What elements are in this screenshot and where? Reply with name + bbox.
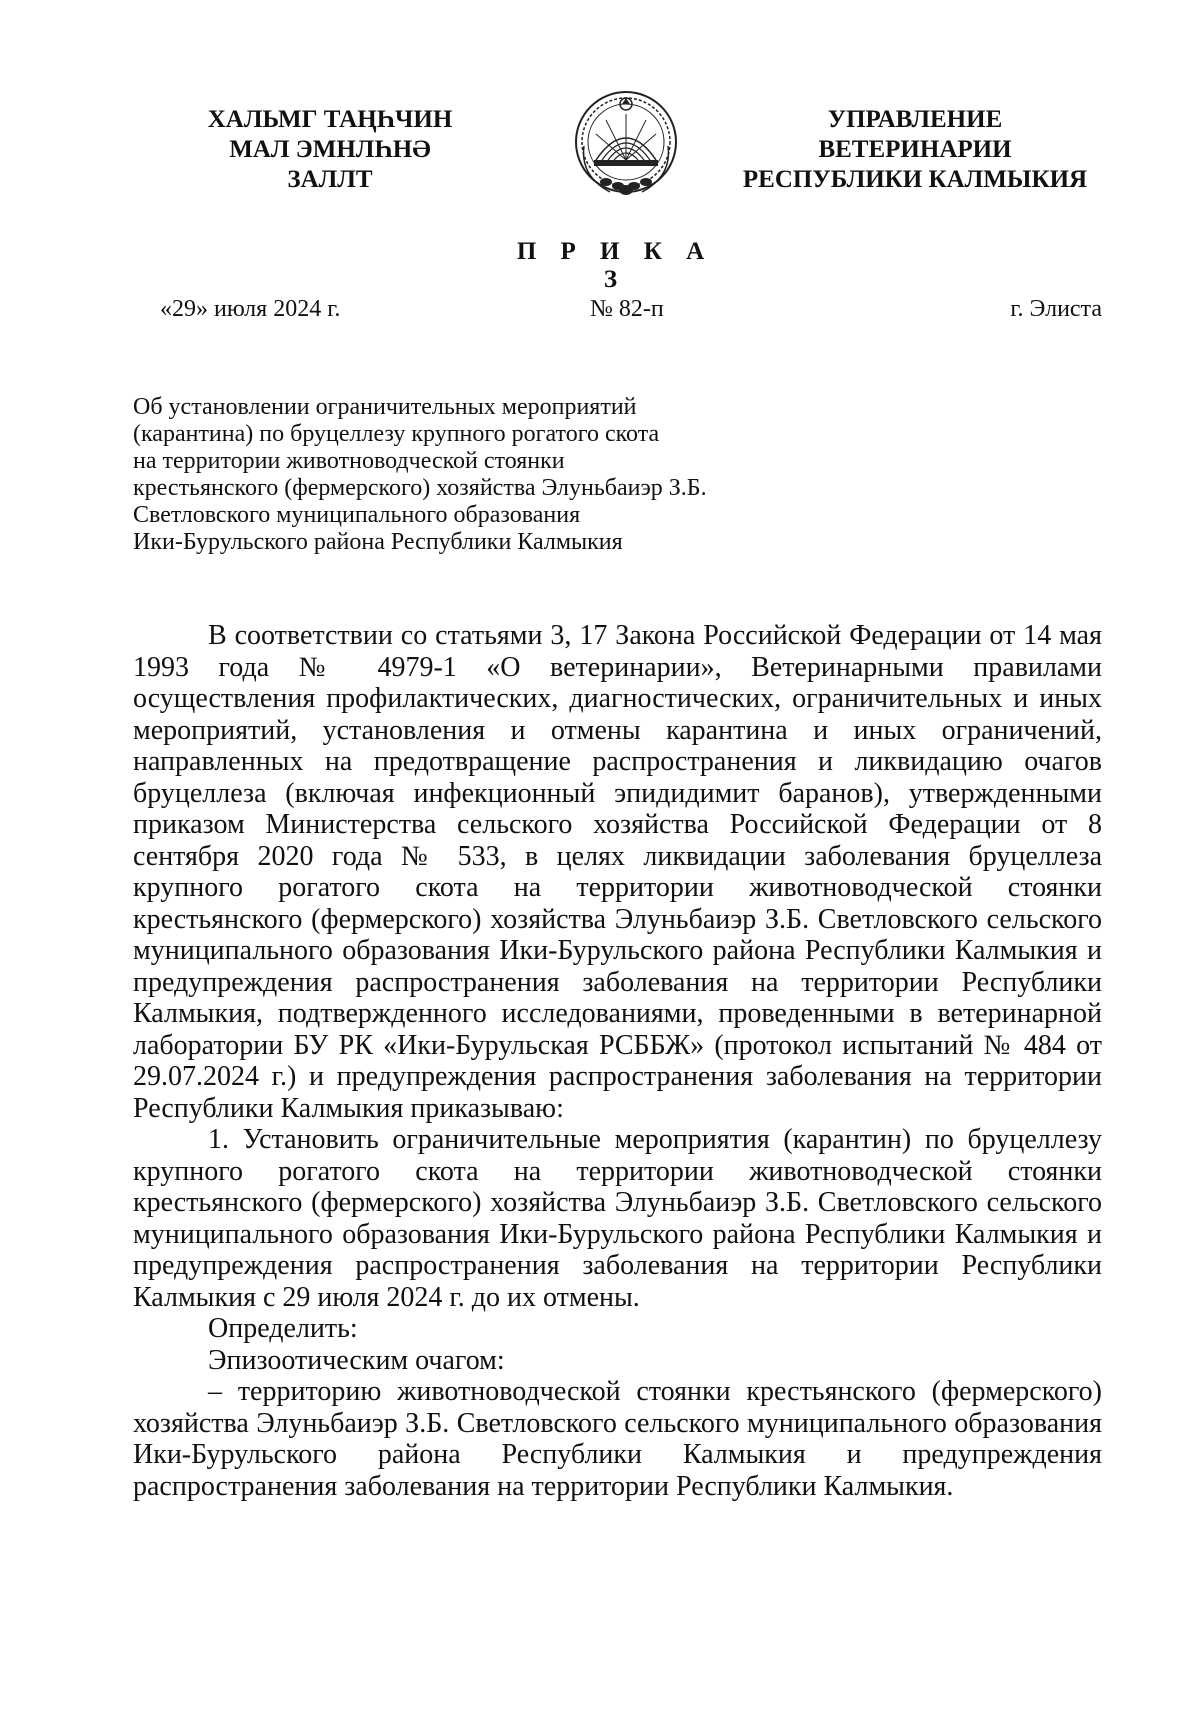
document-number: № 82-п [590, 296, 664, 322]
header-russian-title [730, 105, 1100, 195]
subject-line-4: крестьянского (фермерского) хозяйства Элуньбаиэр З.Б. [133, 475, 707, 501]
subject-line-1: Об установлении ограничительных мероприятий [133, 394, 637, 420]
document-body [133, 620, 1102, 1502]
header-left-line-3: ЗАЛЛТ [287, 166, 373, 193]
document-date: «29» июля 2024 г. [160, 296, 341, 322]
header-right-line-2: ВЕТЕРИНАРИИ [818, 136, 1012, 163]
header-left-line-2: МАЛ ЭМНЛҺНӘ [229, 136, 431, 163]
focus-item-paragraph: – территорию животноводческой стоянки крестьянского (фермерского) хозяйства Элуньбаиэр З.Б. Светловского сельского муниципального образования Ики-Бурульского района Республики Калмыкия и предупреждения распространения заболевания на территории Республики Калмыкия. [133, 1376, 1102, 1502]
document-subject [133, 394, 783, 556]
define-label: Определить: [208, 1313, 358, 1344]
subject-line-3: на территории животноводческой стоянки [133, 448, 565, 474]
subject-line-2: (карантина) по бруцеллезу крупного рогатого скота [133, 421, 660, 447]
document-meta-row [0, 296, 1200, 326]
document-city: г. Элиста [1010, 296, 1102, 322]
header-kalmyk-title [180, 105, 480, 195]
header-left-line-1: ХАЛЬМГ ТАҢҺЧИН [207, 106, 453, 133]
header-right-line-1: УПРАВЛЕНИЕ [827, 106, 1003, 133]
item-1-paragraph: 1. Установить ограничительные мероприятия (карантин) по бруцеллезу крупного рогатого скота на территории животноводческой стоянки крестьянского (фермерского) хозяйства Элуньбаиэр З.Б. Светловского сельского муниципального образования Ики-Бурульского района Республики Калмыкия и предупреждения распространения заболевания на территории Республики Калмыкия с 29 июля 2024 г. до их отмены. [133, 1124, 1102, 1313]
document-type-title: П Р И К А З [516, 238, 714, 293]
coat-of-arms-emblem-icon [570, 86, 682, 202]
header-right-line-3: РЕСПУБЛИКИ КАЛМЫКИЯ [742, 166, 1088, 193]
subject-line-6: Ики-Бурульского района Республики Калмыкия [133, 529, 623, 555]
preamble-paragraph: В соответствии со статьями 3, 17 Закона Российской Федерации от 14 мая 1993 года № 4979-1 «О ветеринарии», Ветеринарными правилами осуществления профилактических, диагностических, ограничительных и иных мероприятий, установления и отмены карантина и иных ограничений, направленных на предотвращение распространения и ликвидацию очагов бруцеллеза (включая инфекционный эпидидимит баранов), утвержденными приказом Министерства сельского хозяйства Российской Федерации от 8 сентября 2020 года № 533, в целях ликвидации заболевания бруцеллеза крупного рогатого скота на территории животноводческой стоянки крестьянского (фермерского) хозяйства Элуньбаиэр З.Б. Светловского сельского муниципального образования Ики-Бурульского района Республики Калмыкия и предупреждения распространения заболевания на территории Республики Калмыкия, подтвержденного исследованиями, проведенными в ветеринарной лаборатории БУ РК «Ики-Бурульская РСББЖ» (протокол испытаний № 484 от 29.07.2024 г.) и предупреждения распространения заболевания на территории Республики Калмыкия приказываю: [133, 620, 1102, 1124]
focus-label: Эпизоотическим очагом: [208, 1344, 505, 1376]
subject-line-5: Светловского муниципального образования [133, 502, 581, 528]
